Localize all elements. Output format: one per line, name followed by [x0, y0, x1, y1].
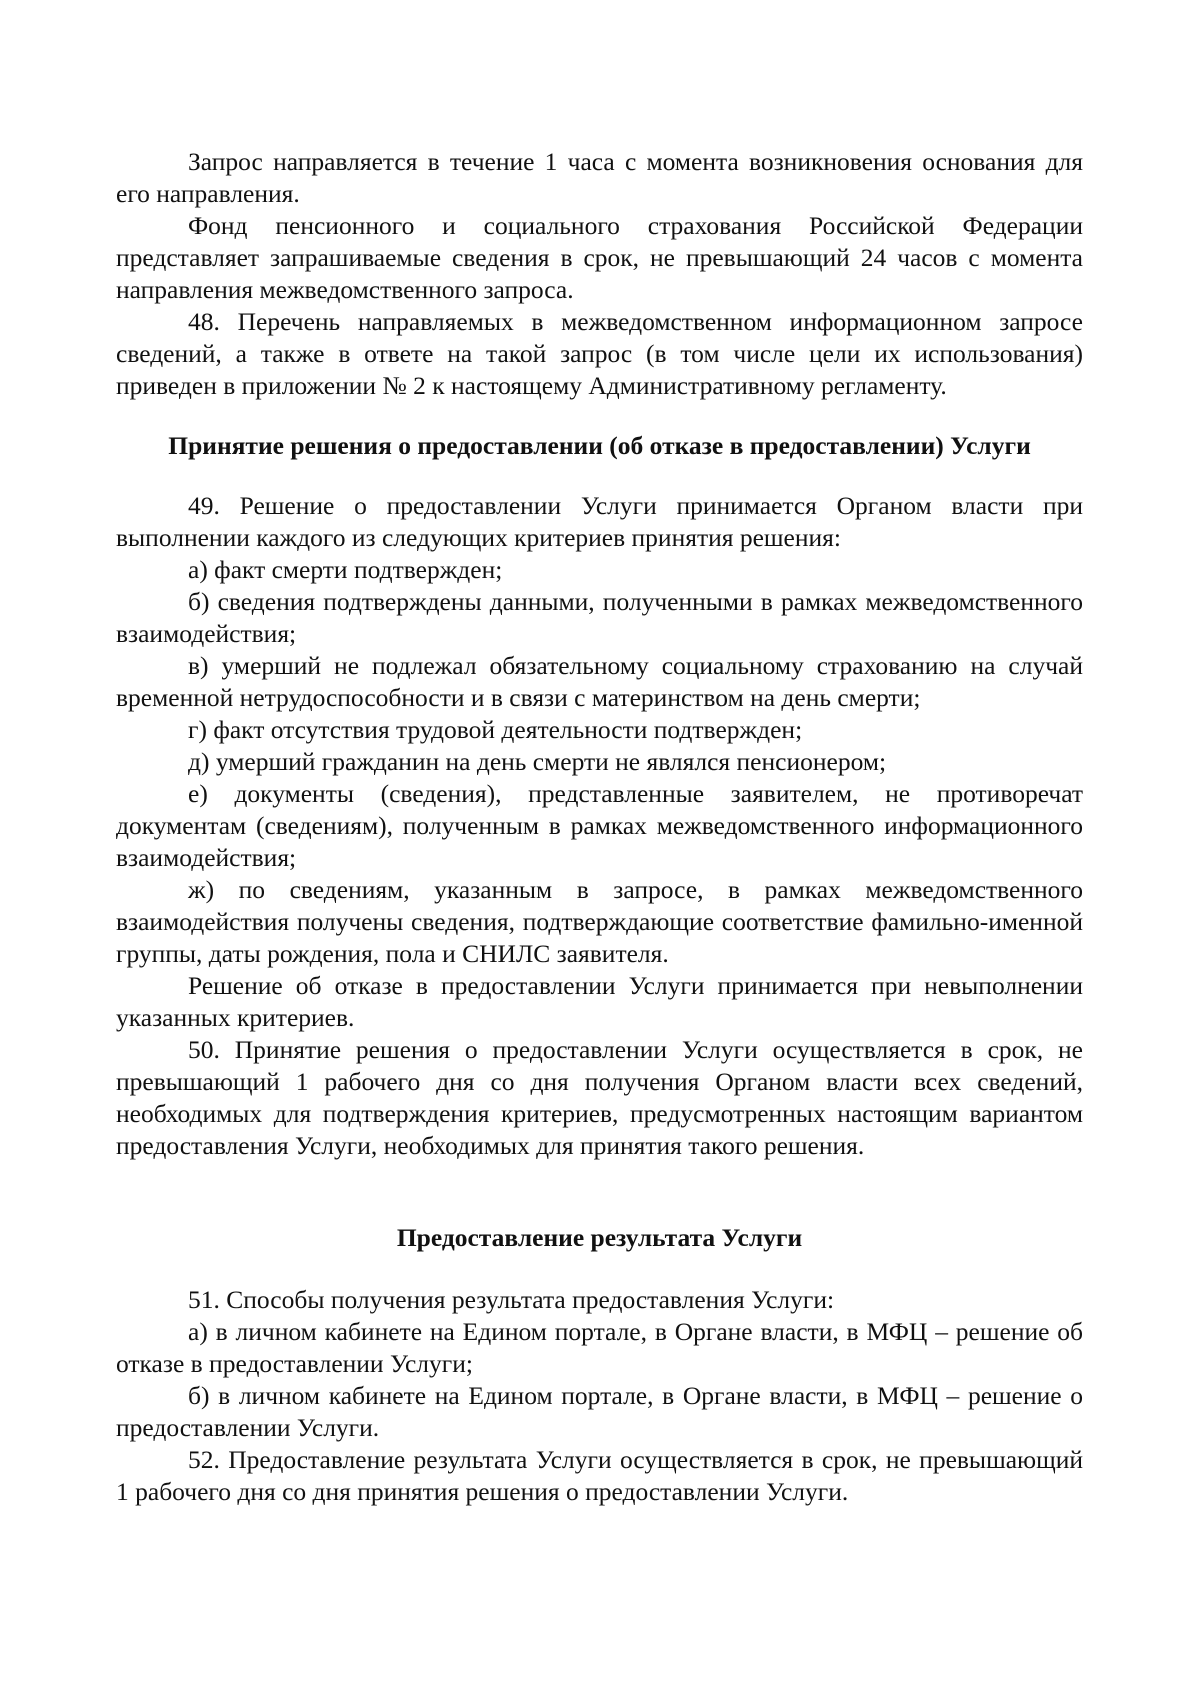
paragraph-48: 48. Перечень направляемых в межведомственном информационном запросе сведений, а также в ответе на такой запрос (в том числе цели их использования) приведен в приложении № 2 к настоящему Административному регламенту.	[116, 307, 1083, 400]
paragraph-refusal: Решение об отказе в предоставлении Услуги принимается при невыполнении указанных критериев.	[116, 971, 1083, 1032]
document-page	[116, 146, 1083, 1508]
paragraph-52: 52. Предоставление результата Услуги осуществляется в срок, не превышающий 1 рабочего дня со дня принятия решения о предоставлении Услуги.	[116, 1445, 1083, 1506]
criterion-d: д) умерший гражданин на день смерти не являлся пенсионером;	[188, 747, 887, 776]
criterion-v: в) умерший не подлежал обязательному социальному страхованию на случай временной нетрудоспособности и в связи с материнством на день смерти;	[116, 651, 1083, 712]
paragraph-50: 50. Принятие решения о предоставлении Услуги осуществляется в срок, не превышающий 1 рабочего дня со дня получения Органом власти всех сведений, необходимых для подтверждения критериев, предусмотренных настоящим вариантом предоставления Услуги, необходимых для принятия такого решения.	[116, 1035, 1083, 1160]
criterion-e: е) документы (сведения), представленные заявителем, не противоречат документам (сведениям), полученным в рамках межведомственного информационного взаимодействия;	[116, 779, 1083, 872]
criterion-a: а) факт смерти подтвержден;	[188, 555, 503, 584]
criterion-g: г) факт отсутствия трудовой деятельности подтвержден;	[188, 715, 803, 744]
criterion-b: б) сведения подтверждены данными, полученными в рамках межведомственного взаимодействия;	[116, 587, 1083, 648]
method-b: б) в личном кабинете на Едином портале, в Органе власти, в МФЦ – решение о предоставлении Услуги.	[116, 1381, 1083, 1442]
spacer	[116, 1162, 1083, 1222]
paragraph-request-timing: Запрос направляется в течение 1 часа с момента возникновения основания для его направления.	[116, 147, 1083, 208]
paragraph-fund-response: Фонд пенсионного и социального страхования Российской Федерации представляет запрашиваемые сведения в срок, не превышающий 24 часов с момента направления межведомственного запроса.	[116, 211, 1083, 304]
spacer	[116, 402, 1083, 430]
paragraph-49: 49. Решение о предоставлении Услуги принимается Органом власти при выполнении каждого из следующих критериев принятия решения:	[116, 491, 1083, 552]
method-a: а) в личном кабинете на Едином портале, в Органе власти, в МФЦ – решение об отказе в предоставлении Услуги;	[116, 1317, 1083, 1378]
criterion-zh: ж) по сведениям, указанным в запросе, в рамках межведомственного взаимодействия получены сведения, подтверждающие соответствие фамильно-именной группы, даты рождения, пола и СНИЛС заявителя.	[116, 875, 1083, 968]
section-heading-decision: Принятие решения о предоставлении (об отказе в предоставлении) Услуги	[168, 431, 1031, 460]
spacer	[116, 462, 1083, 490]
section-heading-result: Предоставление результата Услуги	[396, 1223, 803, 1252]
spacer	[116, 1254, 1083, 1284]
paragraph-51: 51. Способы получения результата предоставления Услуги:	[188, 1285, 835, 1314]
